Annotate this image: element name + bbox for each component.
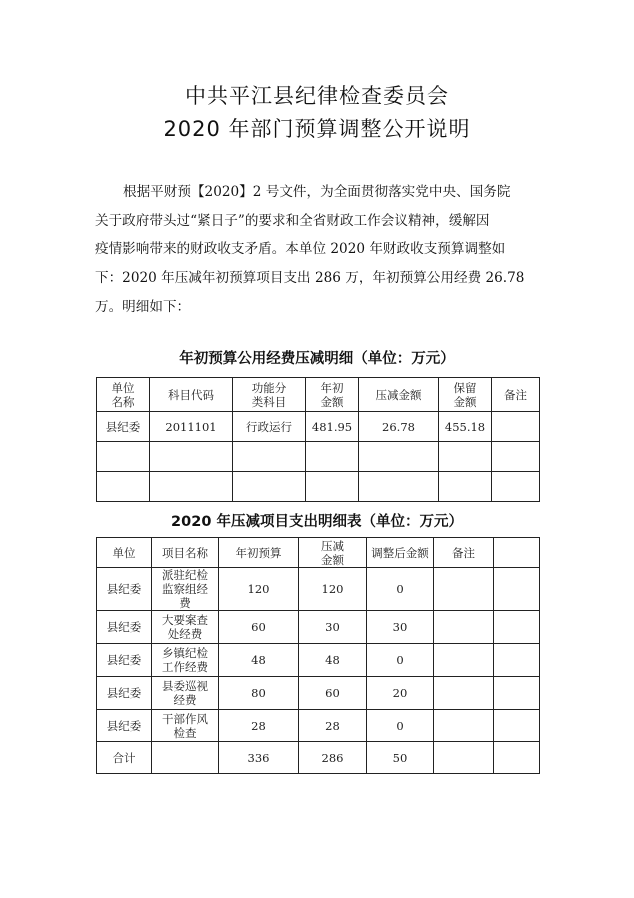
table-row	[97, 472, 540, 502]
header-cell	[233, 378, 306, 412]
header-cell	[97, 538, 152, 568]
extra-cell	[494, 568, 540, 611]
table-cell	[359, 472, 439, 502]
extra-cell	[494, 644, 540, 677]
intro-line: 根据平财预【2020】2 号文件，为全面贯彻落实党中央、国务院	[123, 184, 511, 200]
budget-cell: 28	[219, 710, 299, 742]
project-line: 派驻纪检	[162, 568, 208, 582]
table-row	[97, 412, 540, 442]
header-line: 项目名称	[162, 545, 208, 560]
table1-caption: 年初预算公用经费压减明细（单位：万元）	[179, 351, 455, 367]
table-row	[97, 568, 540, 611]
header-line: 调整后金额	[371, 545, 429, 560]
cut-cell: 30	[299, 611, 367, 644]
extra-cell	[494, 710, 540, 742]
unit-cell: 县纪委	[97, 644, 152, 677]
table-cell	[492, 412, 540, 442]
adjusted-cell: 20	[367, 677, 434, 710]
table-cell: 481.95	[306, 412, 359, 442]
table-row	[97, 677, 540, 710]
table-cell	[150, 472, 233, 502]
adjusted-cell: 0	[367, 644, 434, 677]
table-cell	[306, 472, 359, 502]
document-title: 中共平江县纪律检查委员会	[185, 84, 449, 108]
intro-paragraph	[95, 178, 540, 322]
header-cell	[150, 378, 233, 412]
header-cell	[439, 378, 492, 412]
project-line: 乡镇纪检	[162, 646, 208, 660]
table-cell	[439, 442, 492, 472]
header-line: 金额	[321, 552, 344, 567]
header-line: 保留	[453, 380, 477, 395]
project-cell	[152, 611, 219, 644]
table-cell: 26.78	[359, 412, 439, 442]
unit-cell: 县纪委	[97, 710, 152, 742]
header-line: 单位	[111, 380, 135, 395]
total-row	[97, 742, 540, 774]
table-cell	[97, 442, 150, 472]
header-cell	[97, 378, 150, 412]
intro-line: 疫情影响带来的财政收支矛盾。本单位 2020 年财政收支预算调整如	[95, 241, 506, 258]
table-cell: 行政运行	[233, 412, 306, 442]
header-line: 名称	[111, 394, 135, 409]
public-expense-cut-table	[96, 377, 540, 502]
budget-cell: 120	[219, 568, 299, 611]
cut-cell: 60	[299, 677, 367, 710]
table2-caption: 2020 年压减项目支出明细表（单位：万元）	[171, 514, 463, 530]
header-cell	[367, 538, 434, 568]
project-cell	[152, 644, 219, 677]
extra-cell	[494, 611, 540, 644]
intro-line: 万。明细如下：	[95, 298, 191, 315]
unit-cell: 县纪委	[97, 611, 152, 644]
table-cell	[439, 472, 492, 502]
header-line: 备注	[504, 387, 527, 402]
table-cell	[306, 442, 359, 472]
header-cell	[494, 538, 540, 568]
unit-cell: 县纪委	[97, 568, 152, 611]
table-header-row	[97, 378, 540, 412]
cut-cell: 120	[299, 568, 367, 611]
note-cell	[434, 611, 494, 644]
table-cell	[97, 472, 150, 502]
project-cell	[152, 568, 219, 611]
table-row	[97, 644, 540, 677]
cut-cell: 48	[299, 644, 367, 677]
header-line: 年初	[320, 380, 344, 395]
header-cell	[219, 538, 299, 568]
project-cell	[152, 710, 219, 742]
header-line: 功能分	[251, 380, 287, 395]
note-cell	[434, 677, 494, 710]
project-line: 工作经费	[162, 660, 208, 674]
project-line: 费	[179, 596, 191, 610]
header-line: 金额	[453, 394, 477, 409]
header-cell	[306, 378, 359, 412]
header-line: 压减金额	[375, 387, 422, 402]
project-line: 经费	[173, 693, 197, 707]
header-line: 单位	[112, 545, 136, 560]
table-row	[97, 611, 540, 644]
budget-cell: 336	[219, 742, 299, 774]
header-cell	[299, 538, 367, 568]
table-cell	[359, 442, 439, 472]
table-cell	[150, 442, 233, 472]
header-cell	[434, 538, 494, 568]
budget-cell: 48	[219, 644, 299, 677]
project-line: 干部作风	[162, 711, 208, 726]
table-cell: 县纪委	[97, 412, 150, 442]
project-cell	[152, 742, 219, 774]
table-row	[97, 710, 540, 742]
header-cell	[359, 378, 439, 412]
header-line: 年初预算	[235, 545, 282, 560]
table-cell	[233, 472, 306, 502]
note-cell	[434, 568, 494, 611]
project-line: 大要案查	[162, 613, 208, 627]
table-cell: 455.18	[439, 412, 492, 442]
adjusted-cell: 0	[367, 568, 434, 611]
project-line: 检查	[173, 725, 197, 740]
header-line: 备注	[452, 545, 475, 560]
table-row	[97, 442, 540, 472]
extra-cell	[494, 742, 540, 774]
project-line: 县委巡视	[162, 679, 208, 693]
table-header-row	[97, 538, 540, 568]
note-cell	[434, 644, 494, 677]
header-line: 金额	[320, 394, 344, 409]
unit-cell: 县纪委	[97, 677, 152, 710]
header-cell	[492, 378, 540, 412]
table-cell	[492, 472, 540, 502]
project-cell	[152, 677, 219, 710]
cut-cell: 286	[299, 742, 367, 774]
budget-cell: 80	[219, 677, 299, 710]
cut-cell: 28	[299, 710, 367, 742]
adjusted-cell: 0	[367, 710, 434, 742]
project-line: 处经费	[167, 627, 203, 641]
note-cell	[434, 710, 494, 742]
note-cell	[434, 742, 494, 774]
adjusted-cell: 30	[367, 611, 434, 644]
intro-line: 下：2020 年压减年初预算项目支出 286 万，年初预算公用经费 26.78	[95, 270, 525, 287]
adjusted-cell: 50	[367, 742, 434, 774]
header-line: 类科目	[251, 394, 287, 409]
header-line: 科目代码	[168, 387, 214, 402]
extra-cell	[494, 677, 540, 710]
intro-line: 关于政府带头过“紧日子”的要求和全省财政工作会议精神，缓解因	[95, 212, 490, 229]
header-cell	[152, 538, 219, 568]
project-expense-cut-table	[96, 537, 540, 774]
total-label-cell: 合计	[97, 742, 152, 774]
table-cell: 2011101	[150, 412, 233, 442]
document-subtitle: 2020 年部门预算调整公开说明	[163, 117, 471, 141]
table-cell	[233, 442, 306, 472]
header-line: 压减	[321, 538, 344, 553]
budget-cell: 60	[219, 611, 299, 644]
project-line: 监察组经	[162, 582, 208, 596]
table-cell	[492, 442, 540, 472]
